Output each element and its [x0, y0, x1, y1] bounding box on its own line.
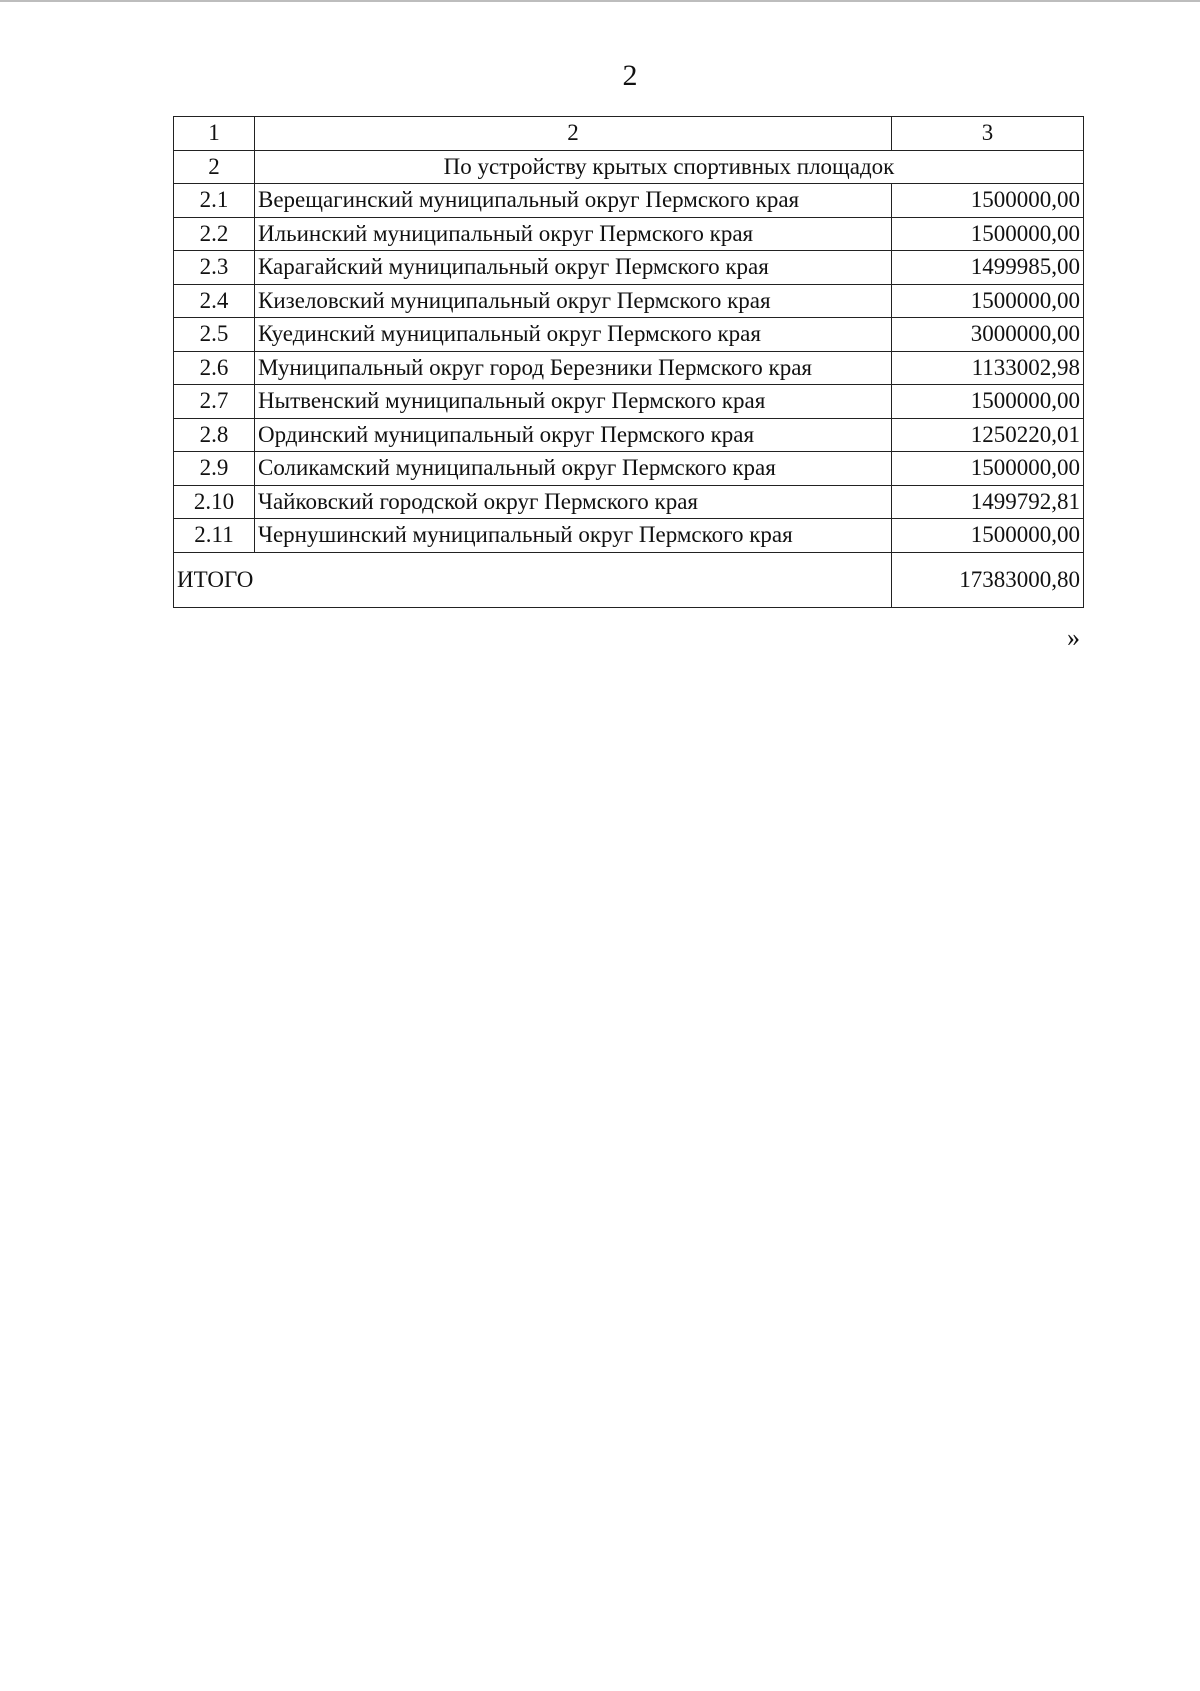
table-row [174, 485, 1084, 519]
row-number: 2.7 [174, 385, 255, 419]
amount-value: 1500000,00 [892, 184, 1084, 218]
total-amount: 17383000,80 [892, 552, 1084, 607]
amount-value: 1500000,00 [892, 452, 1084, 486]
amount-value: 1500000,00 [892, 217, 1084, 251]
amount-value: 1499792,81 [892, 485, 1084, 519]
table-row [174, 351, 1084, 385]
amount-value: 1133002,98 [892, 351, 1084, 385]
table-row [174, 318, 1084, 352]
municipality-name: Карагайский муниципальный округ Пермского края [255, 251, 892, 285]
municipality-name: Соликамский муниципальный округ Пермского края [255, 452, 892, 486]
section-row [174, 150, 1084, 184]
municipality-name: Кизеловский муниципальный округ Пермского края [255, 284, 892, 318]
page-top-edge [0, 0, 1200, 2]
section-title: По устройству крытых спортивных площадок [255, 150, 1084, 184]
table-row [174, 284, 1084, 318]
municipality-name: Чернушинский муниципальный округ Пермского края [255, 519, 892, 553]
municipality-name: Куединский муниципальный округ Пермского края [255, 318, 892, 352]
municipality-name: Ильинский муниципальный округ Пермского края [255, 217, 892, 251]
table-header-row [174, 117, 1084, 151]
row-number: 2.8 [174, 418, 255, 452]
row-number: 2.5 [174, 318, 255, 352]
amount-value: 3000000,00 [892, 318, 1084, 352]
header-cell-2: 2 [255, 117, 892, 151]
total-label: ИТОГО [174, 552, 892, 607]
amount-value: 1250220,01 [892, 418, 1084, 452]
municipality-name: Верещагинский муниципальный округ Пермского края [255, 184, 892, 218]
amount-value: 1500000,00 [892, 284, 1084, 318]
row-number: 2.3 [174, 251, 255, 285]
row-number: 2.2 [174, 217, 255, 251]
row-number: 2.11 [174, 519, 255, 553]
table-row [174, 519, 1084, 553]
allocation-table [173, 116, 1084, 608]
table-row [174, 217, 1084, 251]
table-row [174, 385, 1084, 419]
row-number: 2.9 [174, 452, 255, 486]
amount-value: 1500000,00 [892, 385, 1084, 419]
total-row [174, 552, 1084, 607]
municipality-name: Ординский муниципальный округ Пермского края [255, 418, 892, 452]
municipality-name: Нытвенский муниципальный округ Пермского края [255, 385, 892, 419]
header-cell-3: 3 [892, 117, 1084, 151]
row-number: 2.10 [174, 485, 255, 519]
table-row [174, 418, 1084, 452]
table-row [174, 184, 1084, 218]
amount-value: 1499985,00 [892, 251, 1084, 285]
row-number: 2.1 [174, 184, 255, 218]
header-cell-1: 1 [174, 117, 255, 151]
row-number: 2.4 [174, 284, 255, 318]
row-number: 2.6 [174, 351, 255, 385]
municipality-name: Муниципальный округ город Березники Пермского края [255, 351, 892, 385]
amount-value: 1500000,00 [892, 519, 1084, 553]
closing-quote-mark: » [1067, 623, 1080, 652]
table-row [174, 251, 1084, 285]
table-row [174, 452, 1084, 486]
section-number: 2 [174, 150, 255, 184]
page-number: 2 [622, 59, 638, 92]
municipality-name: Чайковский городской округ Пермского края [255, 485, 892, 519]
